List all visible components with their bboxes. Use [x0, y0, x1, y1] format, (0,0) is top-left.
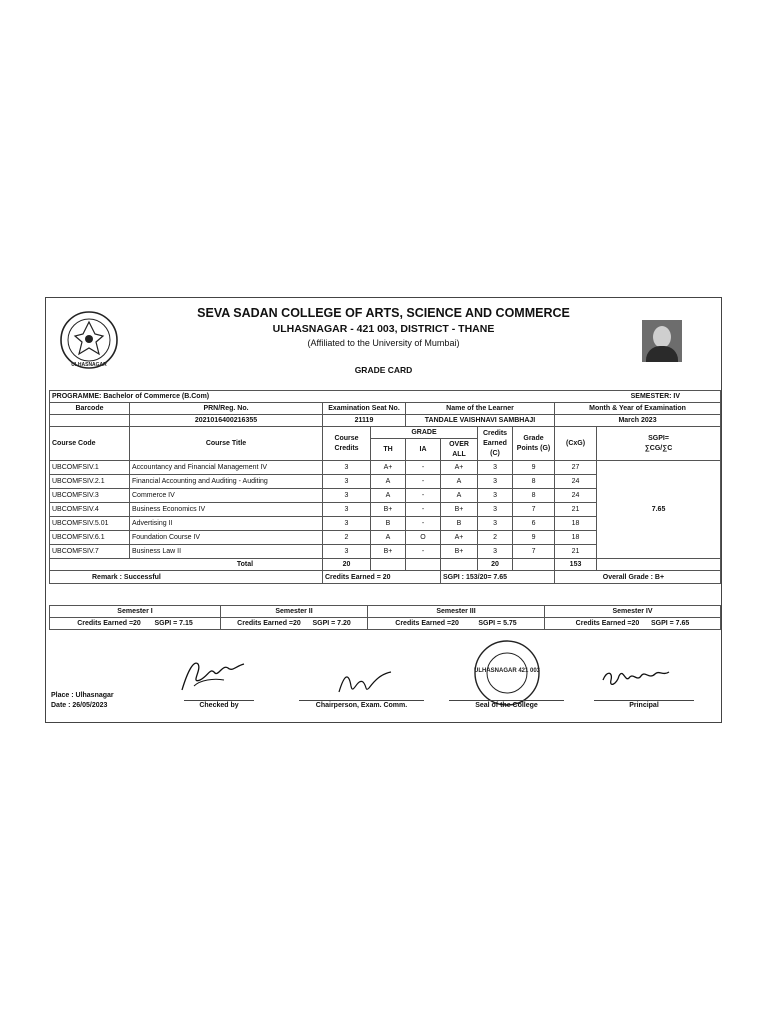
grade-ia: -: [406, 545, 441, 559]
semester-value-row: [50, 618, 721, 630]
chairperson-label: Chairperson, Exam. Comm.: [315, 702, 408, 709]
cxg-header: (CxG): [555, 427, 597, 461]
college-address: ULHASNAGAR - 421 003, DISTRICT - THANE: [272, 323, 495, 335]
grade-points: 7: [513, 545, 555, 559]
course-title-header: Course Title: [130, 427, 323, 461]
grade-th: A+: [371, 461, 406, 475]
grade-points-header-line2: Points (G): [516, 444, 551, 452]
total-credits: 20: [323, 559, 371, 571]
course-code: UBCOMFSIV.4: [50, 503, 130, 517]
course-code: UBCOMFSIV.1: [50, 461, 130, 475]
total-sgpi: [597, 559, 721, 571]
remark: Remark : Successful: [50, 571, 323, 584]
credits-earned: 3: [478, 461, 513, 475]
course-title: Accountancy and Financial Management IV: [130, 461, 323, 475]
cxg-value: 21: [555, 545, 597, 559]
total-gp: [513, 559, 555, 571]
total-th: [371, 559, 406, 571]
grade-overall: B: [441, 517, 478, 531]
grade-th: B: [371, 517, 406, 531]
credits-earned-header: [478, 427, 513, 461]
credits-earned: 3: [478, 489, 513, 503]
semester-1-title: Semester I: [50, 606, 221, 618]
course-title: Advertising II: [130, 517, 323, 531]
overall-header-line1: OVER: [449, 440, 469, 448]
course-title: Financial Accounting and Auditing - Auditing: [130, 475, 323, 489]
grade-overall: A: [441, 489, 478, 503]
course-credits: 3: [323, 545, 371, 559]
seal-text: ULHASNAGAR 421 003: [473, 668, 541, 674]
overall-header: [441, 439, 478, 461]
th-header: TH: [371, 439, 406, 461]
course-row: [50, 461, 721, 475]
grade-points-header-line1: Grade: [523, 434, 544, 442]
month-year-value: March 2023: [555, 415, 721, 427]
photo-face: [653, 326, 671, 348]
cxg-value: 18: [555, 517, 597, 531]
programme: PROGRAMME: Bachelor of Commerce (B.Com): [50, 391, 478, 403]
seat-header: Examination Seat No.: [323, 403, 406, 415]
credits-earned-header-line3: (C): [490, 449, 500, 457]
credits-earned-header-line2: Earned: [483, 439, 507, 447]
grade-points-header: [513, 427, 555, 461]
semester-4-title: Semester IV: [545, 606, 721, 618]
principal-signature-icon: [597, 658, 677, 698]
grade-ia: -: [406, 475, 441, 489]
learner-name: TANDALE VAISHNAVI SAMBHAJI: [406, 415, 555, 427]
credits-earned-header-line1: Credits: [482, 429, 508, 437]
course-code: UBCOMFSIV.7: [50, 545, 130, 559]
total-earned: 20: [478, 559, 513, 571]
semester-3-sgpi: SGPI = 5.75: [478, 620, 517, 627]
chairperson-line: [299, 700, 424, 701]
id-header-row: [50, 403, 721, 415]
credits-earned: 3: [478, 475, 513, 489]
seal-label: Seal of the College: [475, 702, 538, 709]
document-title: GRADE CARD: [354, 365, 413, 375]
chairperson-signature-icon: [329, 666, 399, 700]
semester-2-sgpi: SGPI = 7.20: [312, 620, 351, 627]
grade-points: 8: [513, 475, 555, 489]
course-credits: 3: [323, 475, 371, 489]
month-year-header: Month & Year of Examination: [555, 403, 721, 415]
semester-1-sgpi: SGPI = 7.15: [154, 620, 193, 627]
course-code: UBCOMFSIV.3: [50, 489, 130, 503]
course-code: UBCOMFSIV.2.1: [50, 475, 130, 489]
grade-overall: B+: [441, 545, 478, 559]
grade-overall: B+: [441, 503, 478, 517]
grade-table: [49, 390, 721, 584]
semester-title-row: [50, 606, 721, 618]
programme-row: [50, 391, 721, 403]
sgpi-summary: SGPI : 153/20= 7.65: [441, 571, 555, 584]
grade-overall: A+: [441, 461, 478, 475]
course-title: Foundation Course IV: [130, 531, 323, 545]
grade-th: A: [371, 531, 406, 545]
principal-label: Principal: [629, 702, 659, 709]
semester-4-credits: Credits Earned =20: [575, 620, 640, 627]
course-code-header: Course Code: [50, 427, 130, 461]
total-cxg: 153: [555, 559, 597, 571]
cxg-value: 27: [555, 461, 597, 475]
photo-body: [646, 346, 678, 362]
course-credits-header-line2: Credits: [334, 444, 359, 452]
grade-ia: -: [406, 489, 441, 503]
prn-value: 2021016400216355: [130, 415, 323, 427]
total-label: Total: [50, 559, 323, 571]
overall-header-line2: ALL: [452, 450, 466, 458]
semester: SEMESTER: IV: [478, 391, 721, 403]
grade-overall: A: [441, 475, 478, 489]
total-row: [50, 559, 721, 571]
grade-ia: -: [406, 461, 441, 475]
overall-grade: Overall Grade : B+: [555, 571, 721, 584]
course-title: Business Law II: [130, 545, 323, 559]
semester-2-credits: Credits Earned =20: [237, 620, 301, 627]
credits-earned: 2: [478, 531, 513, 545]
sgpi-header-line2: ∑CG/∑C: [644, 444, 673, 452]
semester-4-values: [545, 618, 721, 630]
ia-header: IA: [406, 439, 441, 461]
principal-line: [594, 700, 694, 701]
college-seal-icon: [472, 638, 542, 708]
credits-earned: 3: [478, 517, 513, 531]
total-ia: [406, 559, 441, 571]
semester-table: [49, 605, 721, 630]
summary-row: [50, 571, 721, 584]
course-credits-header-line1: Course: [334, 434, 359, 442]
learner-header: Name of the Learner: [406, 403, 555, 415]
grade-overall: A+: [441, 531, 478, 545]
prn-header: PRN/Reg. No.: [130, 403, 323, 415]
semester-4-sgpi: SGPI = 7.65: [650, 620, 690, 627]
grade-points: 7: [513, 503, 555, 517]
grade-header: GRADE: [371, 427, 478, 439]
grade-points: 9: [513, 461, 555, 475]
student-photo: [642, 320, 682, 362]
semester-2-values: [221, 618, 368, 630]
grade-ia: -: [406, 517, 441, 531]
sgpi-value: 7.65: [597, 461, 721, 559]
cxg-value: 24: [555, 475, 597, 489]
semester-3-values: [368, 618, 545, 630]
grade-th: B+: [371, 503, 406, 517]
sgpi-header-line1: SGPI=: [648, 434, 669, 442]
grade-points: 9: [513, 531, 555, 545]
id-value-row: [50, 415, 721, 427]
course-title: Commerce IV: [130, 489, 323, 503]
course-code: UBCOMFSIV.5.01: [50, 517, 130, 531]
semester-3-credits: Credits Earned =20: [395, 620, 459, 627]
total-overall: [441, 559, 478, 571]
semester-1-credits: Credits Earned =20: [77, 620, 141, 627]
barcode-header: Barcode: [50, 403, 130, 415]
grade-th: A: [371, 489, 406, 503]
seat-value: 21119: [323, 415, 406, 427]
course-credits: 3: [323, 503, 371, 517]
barcode-value: [50, 415, 130, 427]
credits-earned: 3: [478, 503, 513, 517]
college-name: SEVA SADAN COLLEGE OF ARTS, SCIENCE AND COMMERCE: [197, 306, 570, 320]
grade-card: [45, 297, 722, 723]
date: Date : 26/05/2023: [51, 702, 108, 709]
signature-footer: [49, 636, 720, 720]
cxg-value: 21: [555, 503, 597, 517]
semester-3-title: Semester III: [368, 606, 545, 618]
place: Place : Ulhasnagar: [51, 692, 114, 699]
checked-by-signature-icon: [174, 650, 254, 696]
seal-line: [449, 700, 564, 701]
sgpi-header: [597, 427, 721, 461]
grade-points: 6: [513, 517, 555, 531]
semester-1-values: [50, 618, 221, 630]
college-affiliation: (Affiliated to the University of Mumbai): [307, 338, 460, 348]
course-code: UBCOMFSIV.6.1: [50, 531, 130, 545]
course-header-row-1: [50, 427, 721, 439]
course-credits-header: [323, 427, 371, 461]
course-credits: 3: [323, 461, 371, 475]
grade-ia: O: [406, 531, 441, 545]
course-credits: 3: [323, 517, 371, 531]
cxg-value: 24: [555, 489, 597, 503]
grade-ia: -: [406, 503, 441, 517]
course-credits: 2: [323, 531, 371, 545]
cxg-value: 18: [555, 531, 597, 545]
course-credits: 3: [323, 489, 371, 503]
logo-text: ULHASNAGAR: [71, 362, 107, 368]
course-title: Business Economics IV: [130, 503, 323, 517]
grade-points: 8: [513, 489, 555, 503]
credits-earned: 3: [478, 545, 513, 559]
grade-th: B+: [371, 545, 406, 559]
credits-earned-summary: Credits Earned = 20: [323, 571, 441, 584]
checked-by-line: [184, 700, 254, 701]
grade-th: A: [371, 475, 406, 489]
semester-2-title: Semester II: [221, 606, 368, 618]
checked-by-label: Checked by: [199, 702, 239, 709]
